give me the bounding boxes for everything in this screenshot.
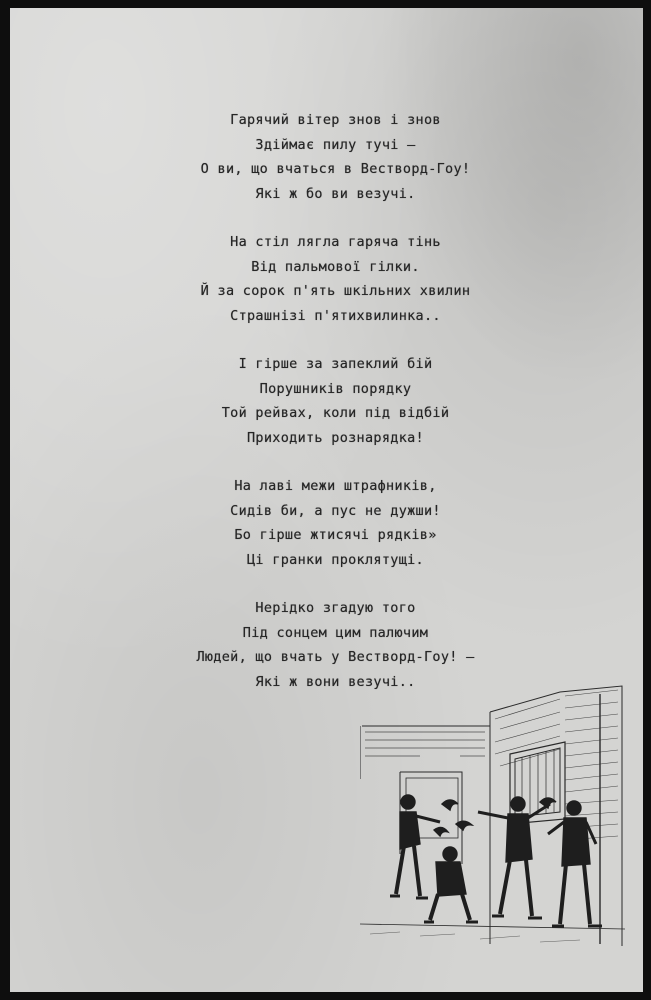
typewritten-page <box>10 8 643 992</box>
sketch-schoolboys-scuffle-illustration <box>360 684 625 954</box>
poem-line: Які ж вони везучі.. <box>255 673 416 690</box>
poem <box>10 108 643 718</box>
stanza-5 <box>10 596 643 694</box>
stanza-2 <box>10 230 643 328</box>
poem-line: Гарячий вітер знов і знов <box>230 112 441 128</box>
poem-line: Нерідко згадую того <box>255 600 416 616</box>
poem-line: На стіл лягла гаряча тінь <box>230 234 441 250</box>
poem-line: Бо гірше жтисячі рядків» <box>234 527 437 543</box>
poem-line: Людей, що вчать у Вестворд-Гоу! – <box>196 649 475 665</box>
poem-line: Які ж бо ви везучі. <box>255 185 416 202</box>
poem-line: Під сонцем цим палючим <box>242 624 429 641</box>
stanza-3 <box>10 352 643 450</box>
poem-line: Страшнізі п'ятихвилинка.. <box>230 307 441 324</box>
poem-line: Той рейвах, коли під відбій <box>221 405 450 421</box>
poem-line: Порушників порядку <box>259 380 412 397</box>
poem-line: Приходить рознарядка! <box>247 429 424 446</box>
poem-line: На лаві межи штрафників, <box>234 478 437 494</box>
poem-line: І гірше за запеклий бій <box>238 356 433 372</box>
poem-line: Й за сорок п'ять шкільних хвилин <box>200 283 471 299</box>
poem-line: Сидів би, а пус не дужши! <box>230 502 441 519</box>
poem-line: Здіймає пилу тучі – <box>255 136 416 153</box>
stanza-4 <box>10 474 643 572</box>
poem-line: О ви, що вчаться в Вестворд-Гоу! <box>200 161 471 177</box>
poem-line: Ці гранки проклятущі. <box>247 551 424 568</box>
poem-line: Від пальмової гілки. <box>251 258 420 275</box>
stanza-1 <box>10 108 643 206</box>
